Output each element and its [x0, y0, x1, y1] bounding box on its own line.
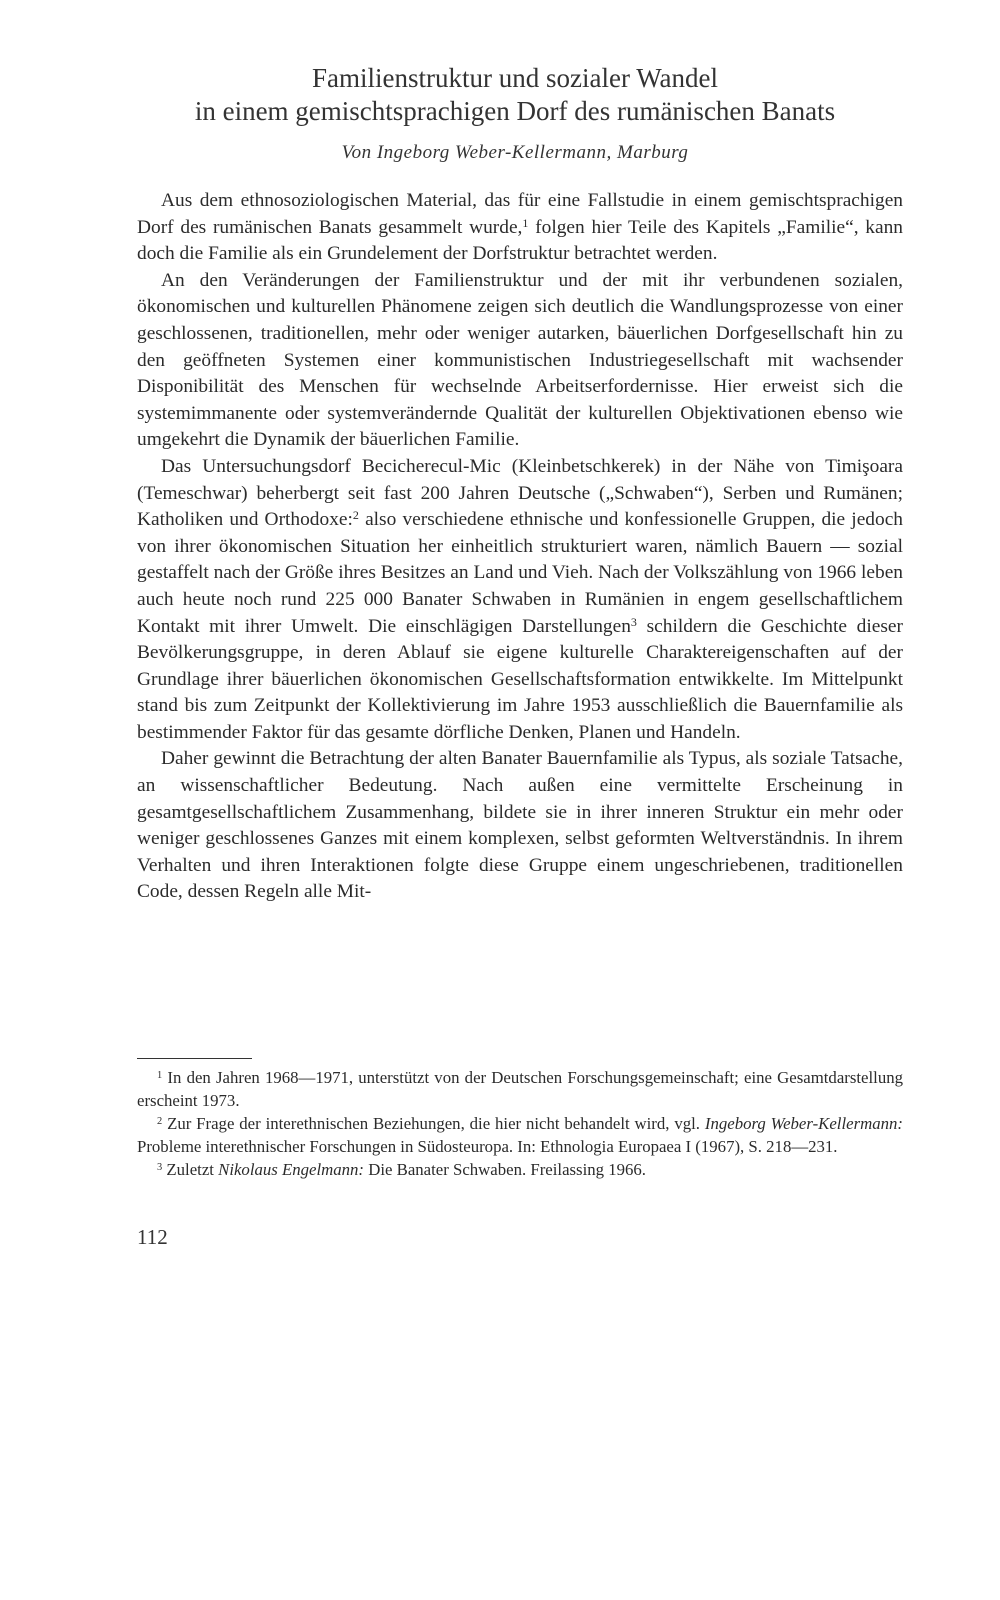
- footnotes: [137, 1066, 903, 1181]
- author-byline: Von Ingeborg Weber-Kellermann, Marburg: [341, 142, 689, 163]
- footnote-3: $^3$ Zuletzt Nikolaus Engelmann: Die Banater Schwaben. Freilassing 1966.: [157, 1160, 646, 1179]
- footnote-2-author: Ingeborg Weber-Kellermann:: [704, 1114, 903, 1133]
- footnote-2: $^2$ Zur Frage der interethnischen Beziehungen, die hier nicht behandelt wird, vgl. Ingeborg Weber-Kellermann: Probleme interethnischer Forschungen in Südosteuropa. In: Ethnologia Europaea I (1967), S. 218—231.: [137, 1114, 903, 1156]
- article-title: [130, 62, 900, 128]
- paragraph-1: Aus dem ethnosoziologischen Material, das für eine Fallstudie in einem gemischtsprachigen Dorf des rumänischen Banats gesammelt wurde,$^1$ folgen hier Teile des Kapitels „Familie“, kann doch die Familie als ein Grundelement der Dorfstruktur betrachtet werden.: [137, 190, 903, 265]
- footnote-3-author: Nikolaus Engelmann:: [218, 1160, 365, 1179]
- footnote-ref-1: 1: [522, 215, 529, 230]
- paragraph-4: Daher gewinnt die Betrachtung der alten Banater Bauernfamilie als Typus, als soziale Tatsache, an wissenschaftlicher Bedeutung. Nach außen eine vermittelte Erscheinung in gesamtgesellschaftlichem Zusammenhang, bildete sie in ihrer inneren Struktur ein mehr oder weniger geschlossenes Ganzes mit einem komplexen, selbst geformten Weltverständnis. In ihrem Verhalten und ihren Interaktionen folgte diese Gruppe einem ungeschriebenen, traditionellen Code, dessen Regeln alle Mit-: [137, 748, 903, 903]
- footnote-divider: [137, 1058, 252, 1059]
- title-line-1: Familienstruktur und sozialer Wandel: [312, 63, 718, 93]
- title-line-2: in einem gemischtsprachigen Dorf des rumänischen Banats: [194, 96, 836, 126]
- paragraph-2: An den Veränderungen der Familienstruktur und der mit ihr verbundenen sozialen, ökonomischen und kulturellen Phänomene zeigen sich deutlich die Wandlungsprozesse von einer geschlossenen, traditionellen, mehr oder weniger autarken, bäuerlichen Dorfgesellschaft hin zu den geöffneten Systemen einer kommunistischen Industriegesellschaft mit wachsender Disponibilität des Menschen für wechselnde Arbeitserfordernisse. Hier erweist sich die systemimmanente oder systemverändernde Qualität der kulturellen Objektivationen ebenso wie umgekehrt die Dynamik der bäuerlichen Familie.: [137, 269, 903, 451]
- footnote-ref-2: 2: [352, 508, 359, 523]
- page-number: 112: [137, 1225, 168, 1249]
- article-body: [137, 188, 903, 906]
- footnote-ref-3: 3: [630, 614, 637, 629]
- footnote-1: $^1$ In den Jahren 1968—1971, unterstützt von der Deutschen Forschungsgemeinschaft; eine Gesamtdarstellung erscheint 1973.: [137, 1068, 903, 1110]
- paragraph-3: Das Untersuchungsdorf Becicherecul-Mic (Kleinbetschkerek) in der Nähe von Timişoara (Temeschwar) beherbergt seit fast 200 Jahren Deutsche („Schwaben“), Serben und Rumänen; Katholiken und Orthodoxe:$^2$ also verschiedene ethnische und konfessionelle Gruppen, die jedoch von ihrer ökonomischen Situation her einheitlich strukturiert waren, nämlich Bauern — sozial gestaffelt nach der Größe ihres Besitzes an Land und Vieh. Nach der Volkszählung von 1966 leben auch heute noch rund 225 000 Banater Schwaben in Rumänien in engem gesellschaftlichem Kontakt mit ihrer Umwelt. Die einschlägigen Darstellungen$^3$ schildern die Geschichte dieser Bevölkerungsgruppe, in deren Ablauf sie eigene kulturelle Charaktereigenschaften auf der Grundlage ihrer bäuerlichen ökonomischen Gesellschaftsformation entwikkelte. Im Mittelpunkt stand bis zum Zeitpunkt der Kollektivierung im Jahre 1953 ausschließlich die Bauernfamilie als bestimmender Faktor für das gesamte dörfliche Denken, Planen und Handeln.: [137, 455, 903, 743]
